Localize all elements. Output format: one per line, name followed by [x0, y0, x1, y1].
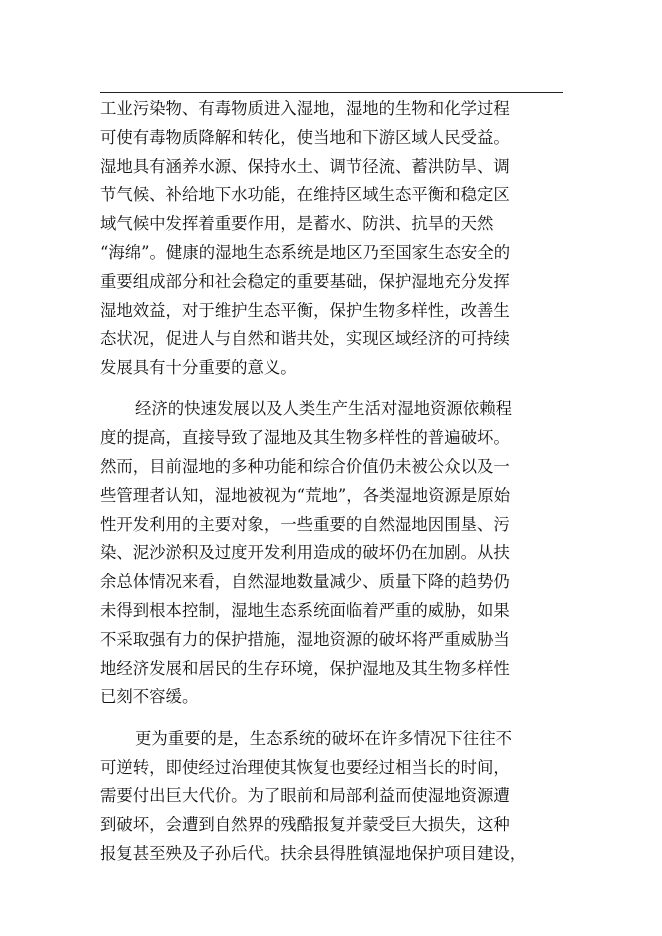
paragraph-3 [100, 725, 565, 869]
text-line: 度的提高，直接导致了湿地及其生物多样性的普遍破坏。 [100, 428, 510, 448]
text-line: “海绵”。健康的湿地生态系统是地区乃至国家生态安全的 [100, 242, 511, 262]
text-line: 可使有毒物质降解和转化，使当地和下游区域人民受益。 [100, 127, 510, 147]
text-line: 节气候、补给地下水功能，在维持区域生态平衡和稳定区 [100, 185, 510, 205]
paragraph-spacing [100, 383, 565, 396]
text-line: 染、泥沙淤积及过度开发利用造成的破坏仍在加剧。从扶 [100, 543, 510, 563]
document-body [100, 95, 565, 869]
text-line: 报复甚至殃及子孙后代。扶余县得胜镇湿地保护项目建设， [100, 843, 527, 863]
text-line: 地经济发展和居民的生存环境，保护湿地及其生物多样性 [100, 658, 510, 678]
text-line: 然而，目前湿地的多种功能和综合价值仍未被公众以及一 [100, 457, 510, 477]
text-line: 不采取强有力的保护措施，湿地资源的破坏将严重威胁当 [100, 629, 510, 649]
text-line: 需要付出巨大代价。为了眼前和局部利益而使湿地资源遭 [100, 786, 510, 806]
text-line: 发展具有十分重要的意义。 [100, 358, 297, 378]
text-line: 些管理者认知，湿地被视为“荒地”，各类湿地资源是原始 [100, 485, 511, 505]
text-line: 已刻不容缓。 [100, 687, 199, 707]
text-line: 更为重要的是，生态系统的破坏在许多情况下往往不 [135, 728, 512, 748]
paragraph-spacing [100, 712, 565, 725]
text-line: 余总体情况来看，自然湿地数量减少、质量下降的趋势仍 [100, 572, 510, 592]
text-line: 态状况，促进人与自然和谐共处，实现区域经济的可持续 [100, 329, 510, 349]
text-line: 湿地效益，对于维护生态平衡，保护生物多样性，改善生 [100, 300, 510, 320]
header-rule [100, 92, 563, 93]
text-line: 性开发利用的主要对象，一些重要的自然湿地因围垦、污 [100, 514, 510, 534]
text-line: 可逆转，即使经过治理使其恢复也要经过相当长的时间， [100, 757, 510, 777]
text-line: 未得到根本控制，湿地生态系统面临着严重的威胁，如果 [100, 601, 510, 621]
text-line: 工业污染物、有毒物质进入湿地，湿地的生物和化学过程 [100, 99, 510, 118]
text-line: 重要组成部分和社会稳定的重要基础，保护湿地充分发挥 [100, 271, 510, 291]
text-line: 域气候中发挥着重要作用，是蓄水、防洪、抗旱的天然 [100, 214, 494, 234]
text-line: 到破坏，会遭到自然界的残酷报复并蒙受巨大损失，这种 [100, 815, 510, 835]
paragraph-2 [100, 395, 565, 712]
paragraph-1 [100, 95, 565, 383]
text-line: 湿地具有涵养水源、保持水土、调节径流、蓄洪防旱、调 [100, 156, 510, 176]
text-line: 经济的快速发展以及人类生产生活对湿地资源依赖程 [135, 399, 512, 419]
